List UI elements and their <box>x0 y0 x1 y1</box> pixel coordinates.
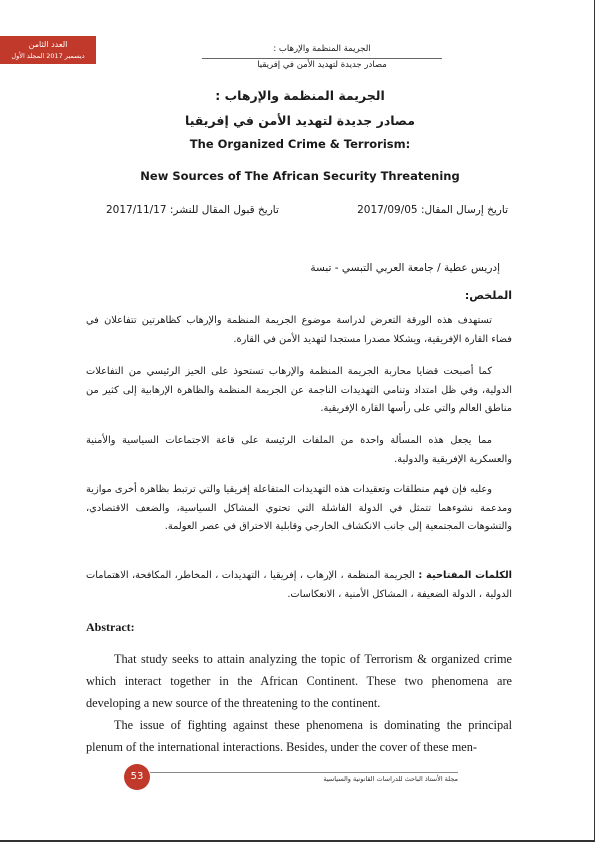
accepted-date: تاريخ قبول المقال للنشر: 2017/11/17 <box>106 204 279 216</box>
abstract-en-heading: Abstract: <box>86 620 135 634</box>
abstract-ar-paragraph-4: وعليه فإن فهم منطلقات وتعقيدات هذه التهديدات المتفاعلة إفريقيا والتي ترتبط بظاهرة أخرى موازية ومدعمة نشوءهما تتمثل في الدولة الفاشلة التي تحتوي المشاكل السياسية، والضعف الاقتصادي، والتشوهات المجتمعية إلى جانب الانكشاف الخارجي وقابلية الاختراق في عصر العولمة. <box>86 484 512 532</box>
running-header <box>172 43 472 71</box>
issue-badge-date: ديسمبر 2017 المجلد الأول <box>11 52 85 60</box>
running-header-line1: الجريمة المنظمة والإرهاب : <box>273 44 371 54</box>
page-footer <box>124 764 458 790</box>
journal-name: مجلة الأستاذ الباحث للدراسات القانونية والسياسية <box>323 775 458 783</box>
abstract-en-paragraph-2: The issue of fighting against these phenomena is dominating the principal plenum of the international interactions. Besides, under the cover of these men- <box>86 718 512 754</box>
title-ar-line2: مصادر جديدة لتهديد الأمن في إفريقيا <box>185 113 415 128</box>
abstract-en-paragraph-1: That study seeks to attain analyzing the topic of Terrorism & organized crime which interact together in the African Continent. These two phenomena are developing a new source of the threatening to the continent. <box>86 652 512 710</box>
issue-badge <box>0 36 96 64</box>
title-en-line2: New Sources of The African Security Threatening <box>140 169 460 183</box>
keywords-list: الجريمة المنظمة ، الإرهاب ، إفريقيا ، التهديدات ، المخاطر، المكافحة، الاهتمامات الدولية ، الدولة الضعيفة ، المشاكل الأمنية ، الانعكاسات. <box>86 570 512 600</box>
abstract-ar-paragraph-1: تستهدف هذه الورقة التعرض لدراسة موضوع الجريمة المنظمة والإرهاب كظاهرتين تتفاعلان في فضاء القارة الإفريقية، ويشكلا مصدرا مستجدا لتهديد الأمن في القارة. <box>86 315 512 345</box>
abstract-ar-paragraph-3: مما يجعل هذه المسألة واحدة من الملفات الرئيسة على قاعة الاجتماعات السياسية والأمنية والعسكرية الإفريقية والدولية. <box>86 435 512 465</box>
page-number: 53 <box>124 764 150 790</box>
running-header-line2: مصادر جديدة لتهديد الأمن في إفريقيا <box>257 60 387 70</box>
abstract-ar-heading: الملخص: <box>464 289 512 302</box>
issue-badge-number: العدد الثامن <box>28 40 68 49</box>
keywords <box>86 567 512 604</box>
article-dates <box>106 204 508 216</box>
sent-date: تاريخ إرسال المقال: 2017/09/05 <box>357 204 508 216</box>
keywords-label: الكلمات المفتاحية : <box>418 570 512 581</box>
author-affiliation: إدريس عطية / جامعة العربي التبسي - تبسة <box>310 262 500 274</box>
footer-rule <box>150 772 458 773</box>
title-en-line1: The Organized Crime & Terrorism: <box>189 137 411 151</box>
title-ar-line1: الجريمة المنظمة والإرهاب : <box>215 88 385 103</box>
abstract-ar-paragraph-2: كما أصبحت قضايا محاربة الجريمة المنظمة والإرهاب تستحوذ على الحيز الرئيسي من التفاعلات الدولية، وفي ظل امتداد وتنامي التهديدات الناجمة عن الجريمة المنظمة والظاهرة الإرهابية إلى كثير من مناطق العالم والتي على رأسها القارة الإفريقية. <box>86 366 512 414</box>
